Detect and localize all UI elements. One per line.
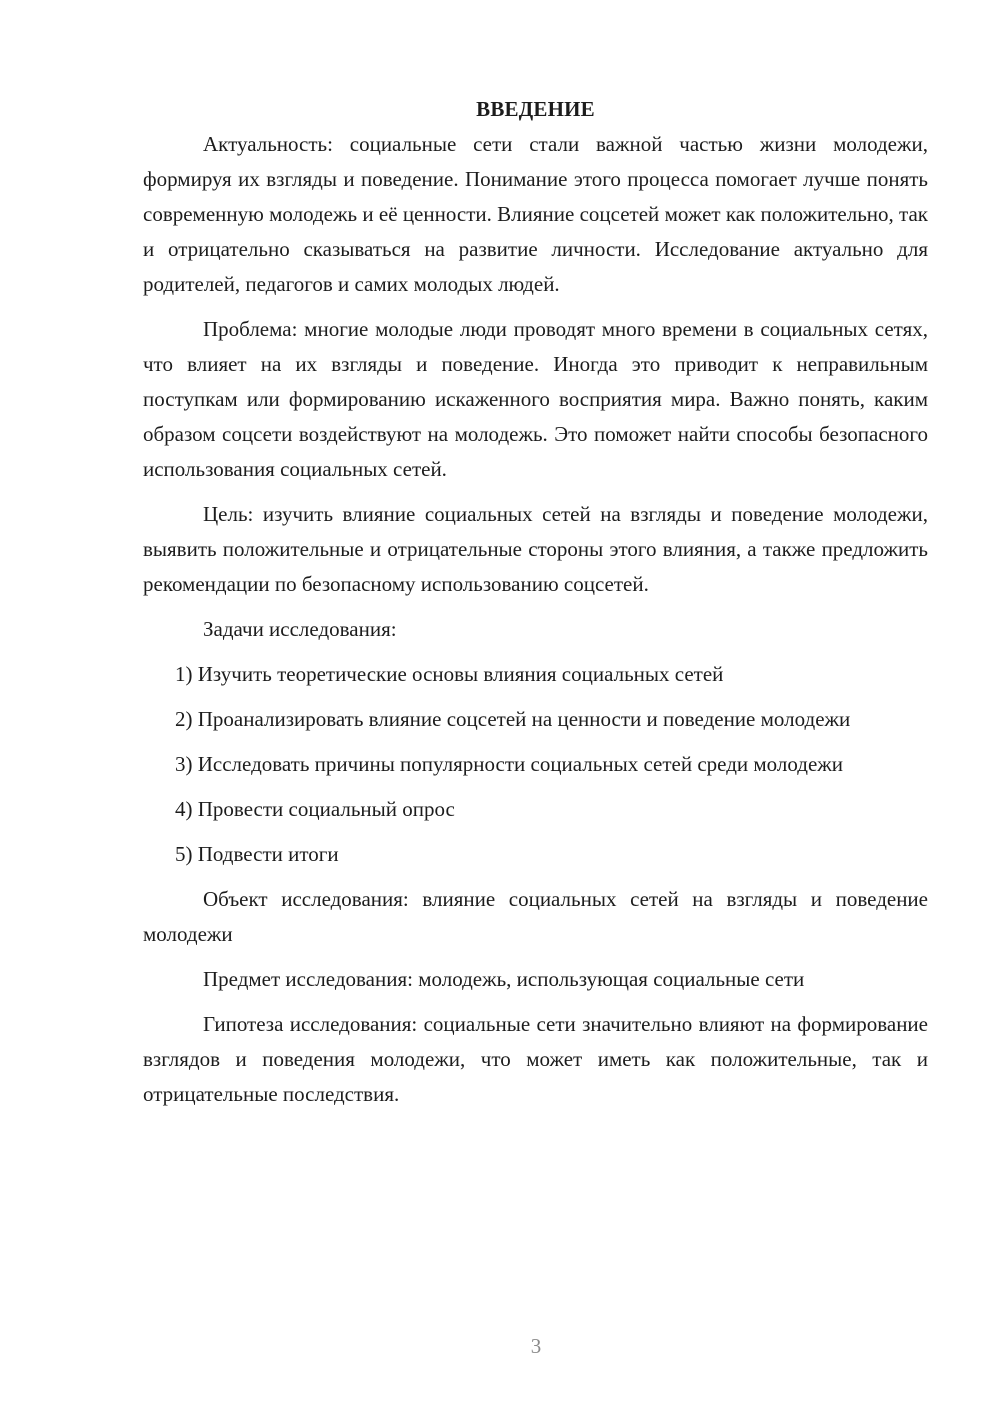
tasks-title: Задачи исследования: (203, 617, 397, 641)
list-item: 4) Провести социальный опрос (175, 797, 455, 821)
page-number: 3 (530, 1334, 542, 1358)
paragraph-relevance: Актуальность: социальные сети стали важной частью жизни молодежи, формируя их взгляды и поведение. Понимание этого процесса помогает лучше понять современную молодежь и её ценности. Влияние соцсетей может как положительно, так и отрицательно сказываться на развитие личности. Исследование актуально для родителей, педагогов и самих молодых людей. (143, 132, 928, 296)
paragraph-subject: Предмет исследования: молодежь, использующая социальные сети (203, 967, 805, 991)
page-title: ВВЕДЕНИЕ (476, 97, 595, 121)
document-page (143, 92, 928, 1122)
paragraph-goal: Цель: изучить влияние социальных сетей на взгляды и поведение молодежи, выявить положительные и отрицательные стороны этого влияния, а также предложить рекомендации по безопасному использованию соцсетей. (143, 502, 928, 596)
tasks-list (143, 657, 928, 872)
list-item: 5) Подвести итоги (175, 842, 339, 866)
paragraph-hypothesis: Гипотеза исследования: социальные сети значительно влияют на формирование взглядов и поведения молодежи, что может иметь как положительные, так и отрицательные последствия. (143, 1012, 928, 1106)
paragraph-object: Объект исследования: влияние социальных сетей на взгляды и поведение молодежи (143, 887, 928, 946)
list-item: 2) Проанализировать влияние соцсетей на ценности и поведение молодежи (175, 707, 851, 731)
paragraph-problem: Проблема: многие молодые люди проводят много времени в социальных сетях, что влияет на их взгляды и поведение. Иногда это приводит к неправильным поступкам или формированию искаженного восприятия мира. Важно понять, каким образом соцсети воздействуют на молодежь. Это поможет найти способы безопасного использования социальных сетей. (143, 317, 928, 481)
list-item: 1) Изучить теоретические основы влияния социальных сетей (175, 662, 724, 686)
list-item: 3) Исследовать причины популярности социальных сетей среди молодежи (175, 752, 844, 776)
